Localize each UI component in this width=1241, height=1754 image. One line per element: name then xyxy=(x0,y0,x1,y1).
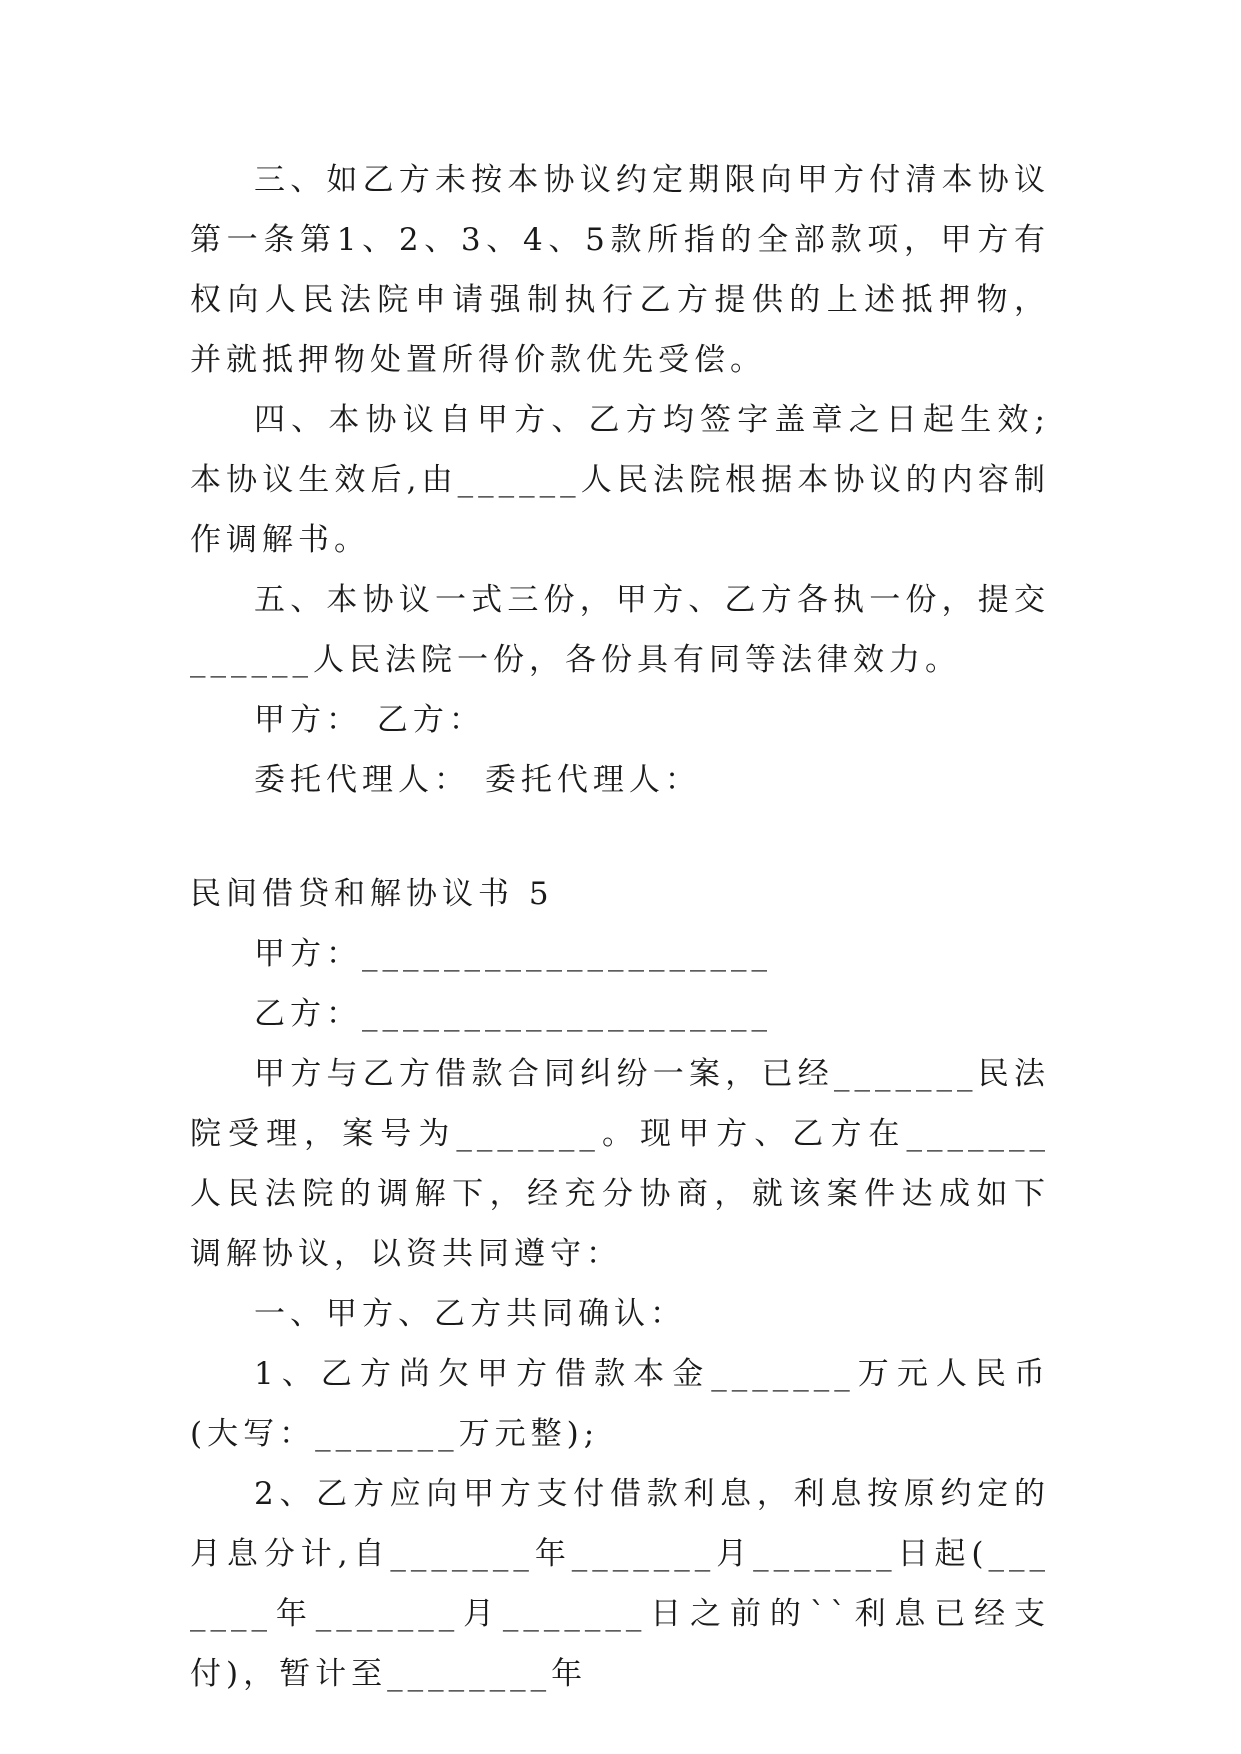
section-spacer xyxy=(190,810,1050,864)
article-1-heading: 一、甲方、乙方共同确认： xyxy=(254,1296,686,1332)
signature-agents: 委托代理人： 委托代理人： xyxy=(254,762,701,798)
section-title: 民间借贷和解协议书 5 xyxy=(190,876,554,912)
signature-parties: 甲方： 乙方： xyxy=(254,702,485,738)
clause-4: 四、本协议自甲方、乙方均签字盖章之日起生效;本协议生效后,由______人民法院根据本协议的内容制作调解书。 xyxy=(190,402,1050,558)
party-b-line: 乙方：____________________ xyxy=(254,996,772,1032)
document-page xyxy=(190,150,1050,1704)
party-a-line: 甲方：____________________ xyxy=(254,936,772,972)
clause-5: 五、本协议一式三份，甲方、乙方各执一份，提交______人民法院一份，各份具有同等法律效力。 xyxy=(190,582,1050,678)
article-1-item-2: 2、乙方应向甲方支付借款利息，利息按原约定的月息分计,自_______年_______月_______日起(_______年_______月_______日之前的``利息已经支付)，暂计至________年 xyxy=(190,1476,1050,1692)
article-1-item-1: 1、乙方尚欠甲方借款本金_______万元人民币(大写：_______万元整); xyxy=(190,1356,1050,1452)
clause-3: 三、如乙方未按本协议约定期限向甲方付清本协议第一条第1、2、3、4、5款所指的全部款项，甲方有权向人民法院申请强制执行乙方提供的上述抵押物，并就抵押物处置所得价款优先受偿。 xyxy=(190,162,1050,378)
preamble: 甲方与乙方借款合同纠纷一案，已经_______民法院受理，案号为_______。现甲方、乙方在_______人民法院的调解下，经充分协商，就该案件达成如下调解协议，以资共同遵守： xyxy=(190,1056,1050,1272)
